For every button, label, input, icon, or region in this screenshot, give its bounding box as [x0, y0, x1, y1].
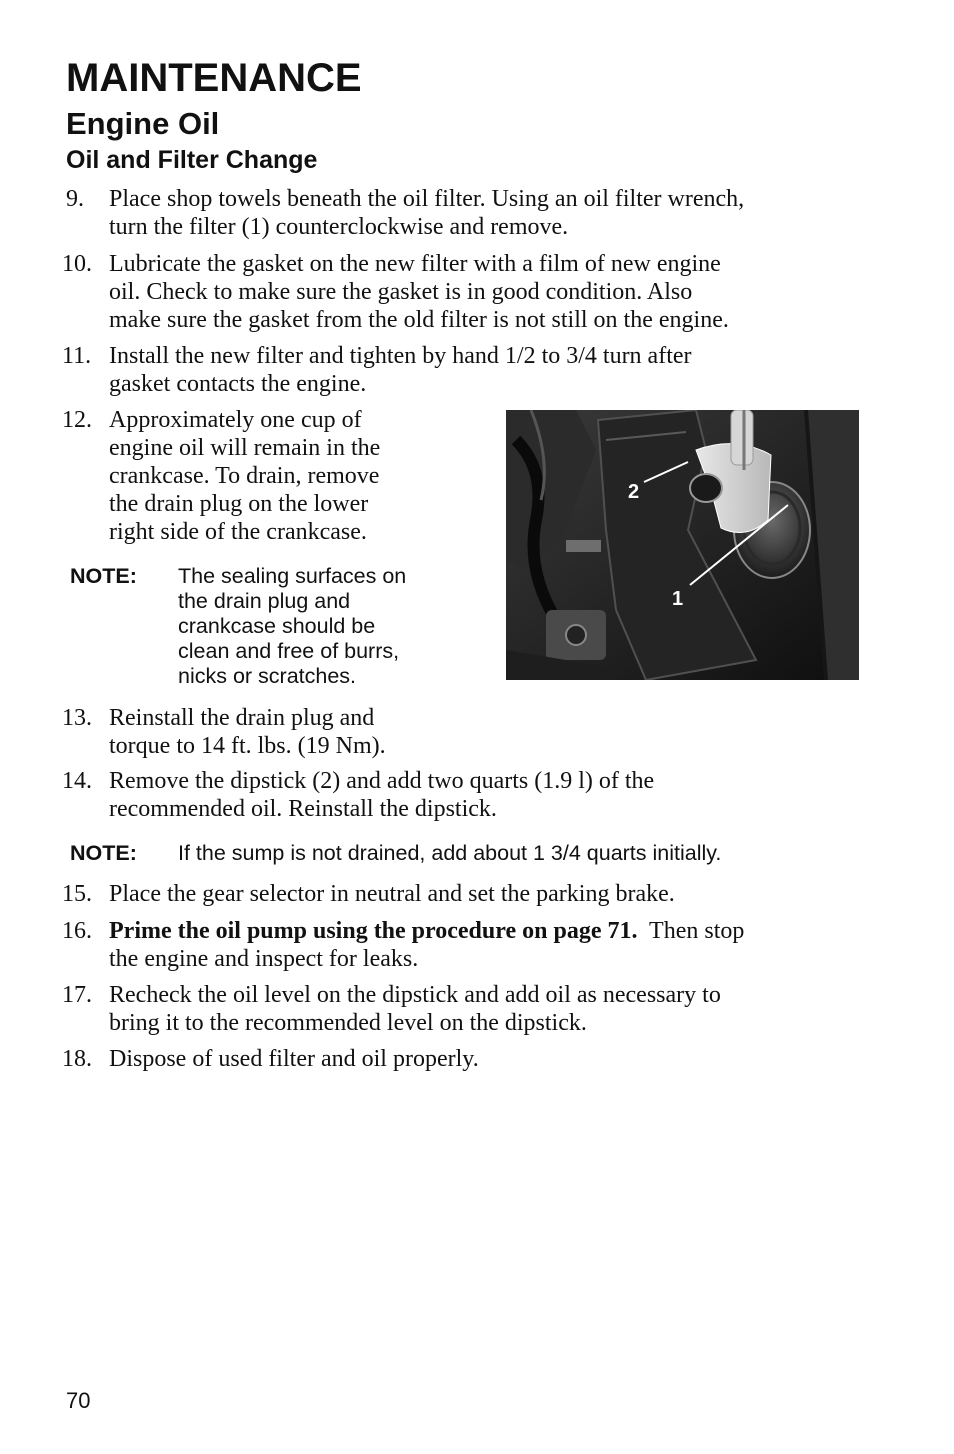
note-line: nicks or scratches.	[178, 664, 357, 688]
step-line: make sure the gasket from the old filter is not still on the engine.	[109, 307, 729, 333]
note-line: crankcase should be	[178, 614, 376, 638]
step-line: the engine and inspect for leaks.	[109, 946, 419, 972]
step-line: crankcase. To drain, remove	[109, 463, 380, 489]
step-line: gasket contacts the engine.	[109, 371, 367, 397]
section-title: MAINTENANCE	[66, 56, 362, 100]
engine-oil-filter-photo	[506, 410, 859, 680]
step-number: 18.	[62, 1046, 92, 1072]
note-line: the drain plug and	[178, 589, 351, 613]
step-text	[109, 704, 386, 760]
callout-1-label: 1	[672, 588, 684, 610]
step-text	[109, 917, 744, 973]
note-label: NOTE:	[70, 841, 137, 865]
step-line: turn the filter (1) counterclockwise and remove.	[109, 214, 569, 240]
step-line: torque to 14 ft. lbs. (19 Nm).	[109, 733, 386, 759]
step-number: 16.	[62, 918, 92, 944]
step-number: 10.	[62, 251, 92, 277]
step-number: 11.	[62, 343, 92, 369]
step-text	[109, 1045, 479, 1073]
step-line: Reinstall the drain plug and	[109, 705, 375, 731]
step-line: Dispose of used filter and oil properly.	[109, 1046, 479, 1072]
step-text	[109, 767, 654, 823]
note-label: NOTE:	[70, 564, 137, 588]
step-line: Place shop towels beneath the oil filter. Using an oil filter wrench,	[109, 186, 745, 212]
step-line: Place the gear selector in neutral and set the parking brake.	[109, 881, 675, 907]
step-line: Lubricate the gasket on the new filter with a film of new engine	[109, 251, 721, 277]
note-line: If the sump is not drained, add about 1 3/4 quarts initially.	[178, 841, 722, 865]
step-emphasis: Prime the oil pump using the procedure on page 71.	[109, 918, 638, 944]
step-number: 15.	[62, 881, 92, 907]
callout-2-label: 2	[628, 481, 640, 503]
step-number: 9.	[66, 186, 84, 212]
step-line: oil. Check to make sure the gasket is in good condition. Also	[109, 279, 693, 305]
step-number: 14.	[62, 768, 92, 794]
step-text	[109, 406, 380, 546]
step-text	[109, 342, 692, 398]
step-text	[109, 981, 721, 1037]
page-title: Engine Oil	[66, 106, 220, 141]
step-line: Remove the dipstick (2) and add two quarts (1.9 l) of the	[109, 768, 655, 794]
step-number: 17.	[62, 982, 92, 1008]
step-line: recommended oil. Reinstall the dipstick.	[109, 796, 497, 822]
step-text	[109, 185, 744, 241]
step-line: Approximately one cup of	[109, 407, 362, 433]
note-line: The sealing surfaces on	[178, 564, 407, 588]
step-text	[109, 250, 729, 334]
step-number: 13.	[62, 705, 92, 731]
step-text	[109, 880, 675, 908]
step-line: bring it to the recommended level on the dipstick.	[109, 1010, 587, 1036]
step-line: right side of the crankcase.	[109, 519, 367, 545]
engine-photo-illustration	[506, 410, 859, 680]
step-line: Recheck the oil level on the dipstick and add oil as necessary to	[109, 982, 721, 1008]
step-line: Install the new filter and tighten by hand 1/2 to 3/4 turn after	[109, 343, 692, 369]
step-number: 12.	[62, 407, 92, 433]
step-line	[109, 917, 744, 945]
step-line: the drain plug on the lower	[109, 491, 369, 517]
subsection-title: Oil and Filter Change	[66, 146, 318, 174]
note-text	[178, 841, 721, 866]
page-number: 70	[66, 1388, 91, 1413]
step-line: engine oil will remain in the	[109, 435, 381, 461]
note-line: clean and free of burrs,	[178, 639, 400, 663]
note-text	[178, 564, 406, 689]
step-text-rest: Then stop	[637, 918, 745, 944]
